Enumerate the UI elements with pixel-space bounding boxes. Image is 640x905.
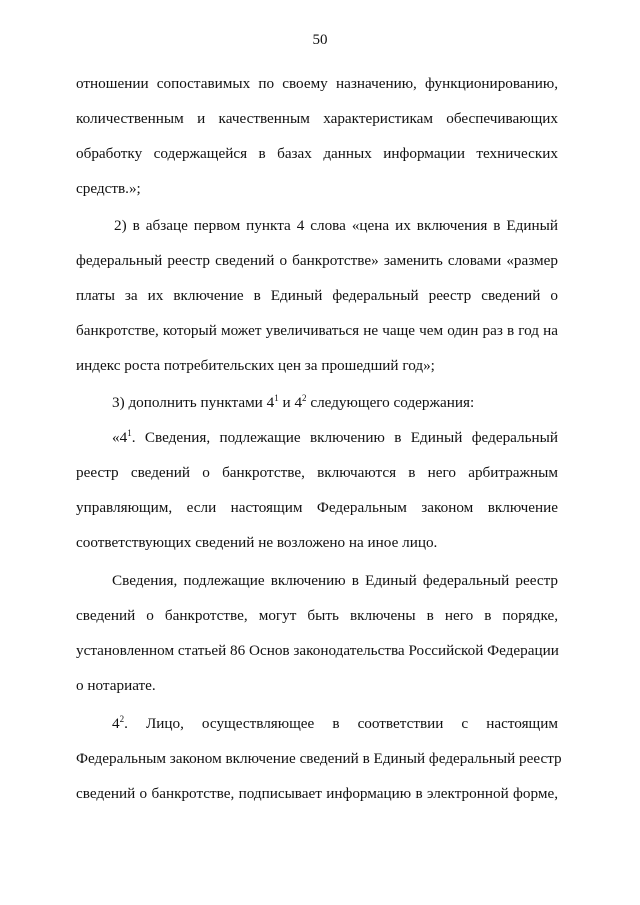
paragraph-4: [76, 420, 558, 560]
paragraph-6: [76, 706, 562, 811]
text-fragment: . Лицо, осуществляющее в соответствии с настоящим: [124, 715, 558, 732]
text-line: средств.»;: [76, 180, 141, 197]
text-line: сведений о банкротстве, могут быть включены в него в порядке,: [76, 607, 558, 624]
paragraph-1: [76, 66, 558, 206]
superscript: 1: [127, 428, 132, 438]
paragraph-5: [76, 563, 558, 703]
text-line: количественным и качественным характеристикам обеспечивающих: [76, 110, 558, 127]
text-line: Федеральным законом включение сведений в Единый федеральный реестр: [76, 750, 562, 767]
text-line: установленном статьей 86 Основ законодательства Российской Федерации: [76, 642, 559, 659]
page-number: 50: [312, 32, 328, 48]
paragraph-3: [76, 385, 558, 420]
text-fragment: 3) дополнить пунктами 4: [112, 394, 275, 411]
text-fragment: . Сведения, подлежащие включению в Единый федеральный: [131, 429, 558, 446]
text-line: федеральный реестр сведений о банкротстве» заменить словами «размер: [76, 252, 558, 269]
text-line: банкротстве, который может увеличиваться не чаще чем один раз в год на: [76, 322, 558, 339]
text-line: платы за их включение в Единый федеральный реестр сведений о: [76, 287, 558, 304]
text-line: сведений о банкротстве, подписывает информацию в электронной форме,: [76, 785, 558, 802]
superscript: 2: [302, 393, 307, 403]
text-line: индекс роста потребительских цен за прошедший год»;: [76, 357, 435, 374]
document-body: [76, 66, 562, 811]
text-line: о нотариате.: [76, 677, 156, 694]
text-line: соответствующих сведений не возложено на иное лицо.: [76, 534, 438, 551]
text-line: обработку содержащейся в базах данных информации технических: [76, 145, 558, 162]
text-line: 2) в абзаце первом пункта 4 слова «цена их включения в Единый: [114, 217, 558, 234]
text-fragment: 4: [112, 715, 120, 732]
text-fragment: и 4: [278, 394, 303, 411]
text-line: отношении сопоставимых по своему назначению, функционированию,: [76, 75, 558, 92]
text-line: [76, 420, 558, 455]
text-line: реестр сведений о банкротстве, включаются в него арбитражным: [76, 464, 558, 481]
superscript: 2: [119, 714, 125, 724]
text-line: [76, 706, 558, 741]
text-line: управляющим, если настоящим Федеральным законом включение: [76, 499, 558, 516]
superscript: 1: [274, 393, 279, 403]
text-fragment: «4: [112, 429, 128, 446]
text-line: Сведения, подлежащие включению в Единый федеральный реестр: [112, 572, 558, 589]
paragraph-2: [76, 208, 558, 383]
text-fragment: следующего содержания:: [306, 394, 475, 411]
